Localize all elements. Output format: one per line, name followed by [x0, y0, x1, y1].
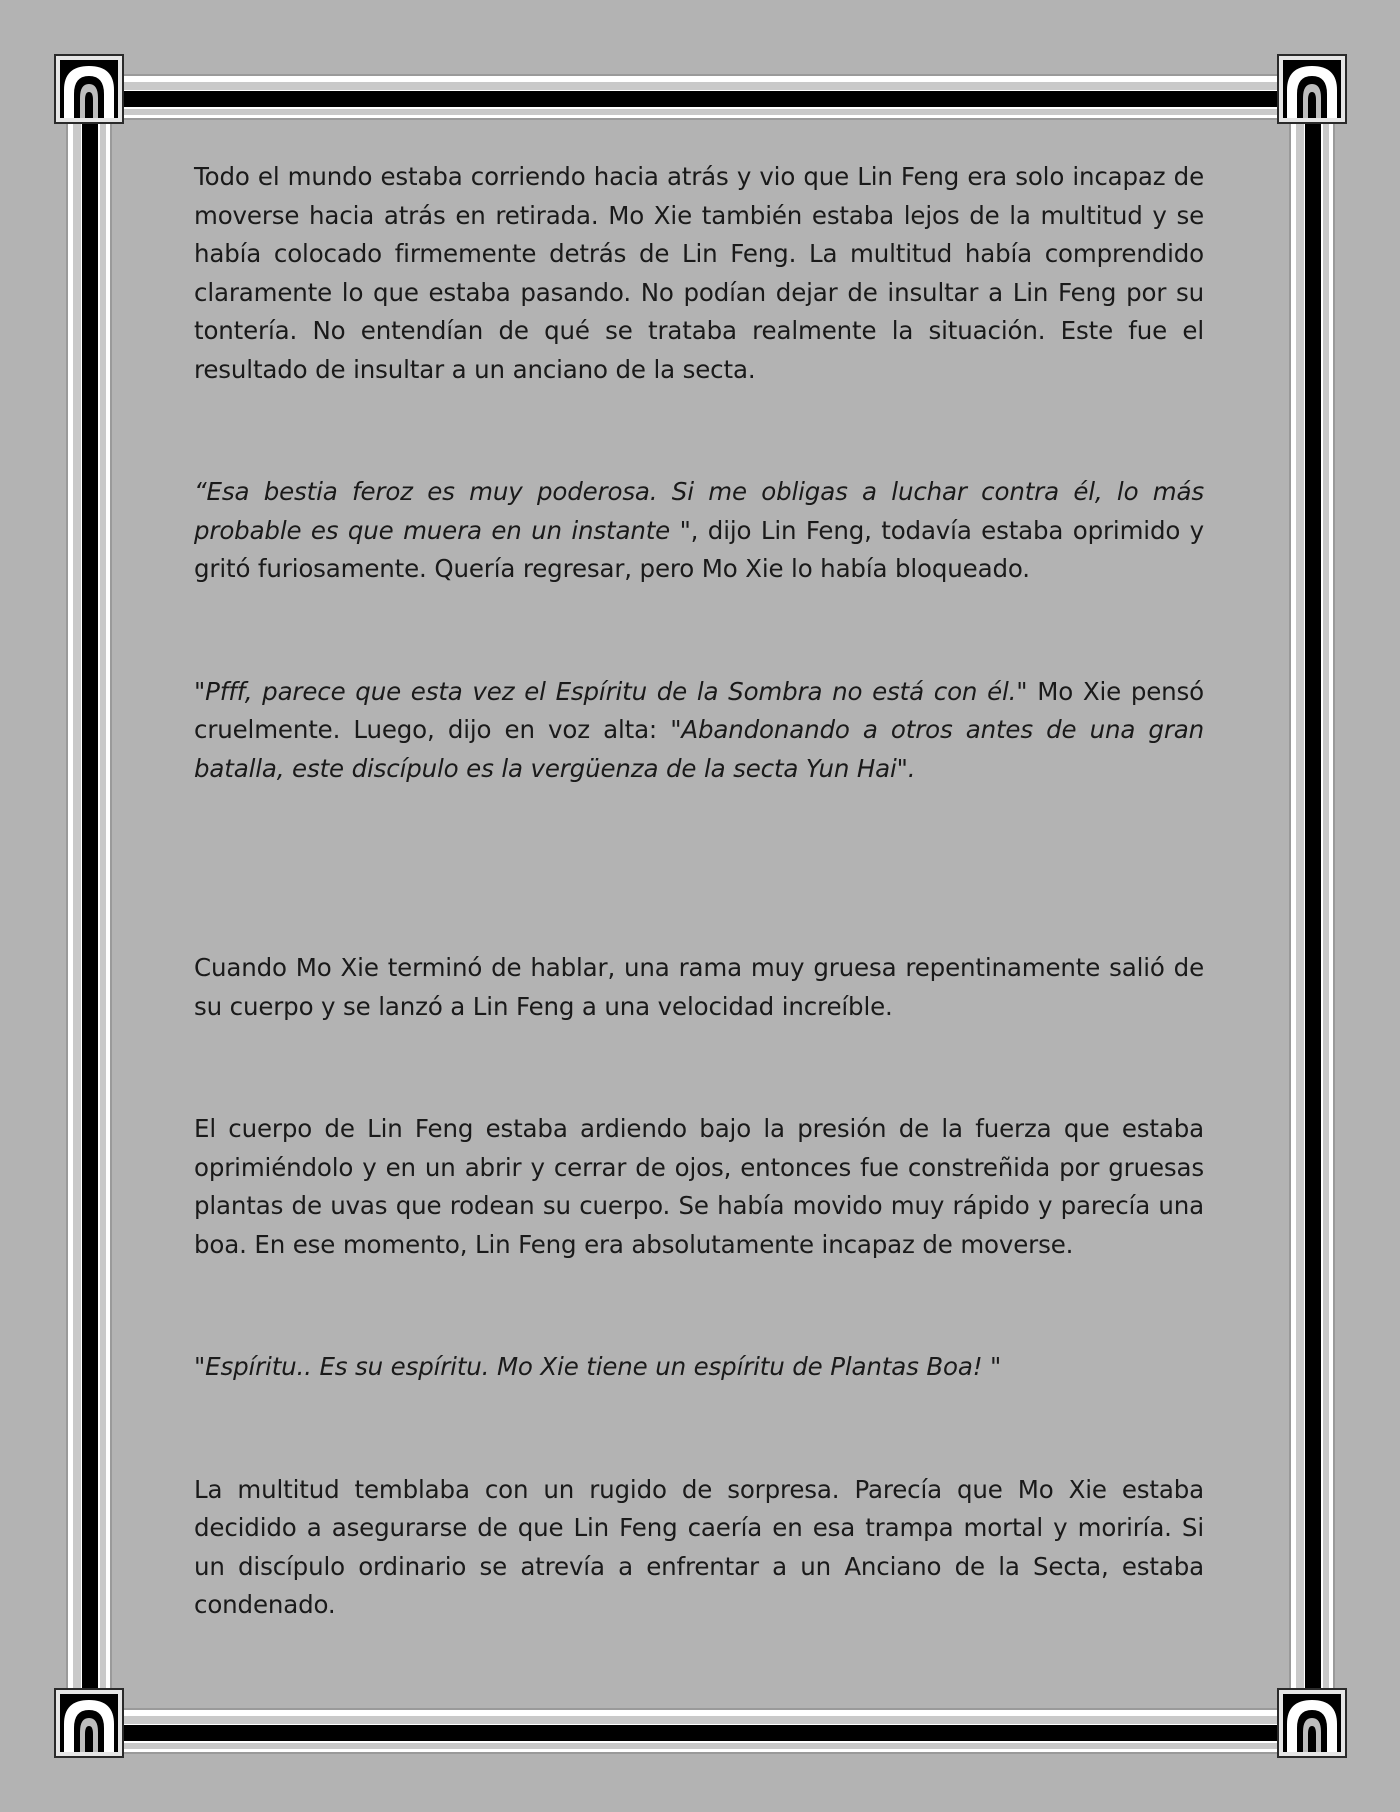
paragraph-7-text: La multitud temblaba con un rugido de sorpresa. Parecía que Mo Xie estaba decidido a asegurarse de que Lin Feng caería en esa trampa mortal y moriría. Si un discípulo ordinario se atrevía a enfrentar a un Anciano de la Secta, estaba condenado.	[194, 1474, 1204, 1619]
paragraph-1-text: Todo el mundo estaba corriendo hacia atrás y vio que Lin Feng era solo incapaz de moverse hacia atrás en retirada. Mo Xie también estaba lejos de la multitud y se había colocado firmemente detrás de Lin Feng. La multitud había comprendido claramente lo que estaba pasando. No podían dejar de insultar a Lin Feng por su tontería. No entendían de qué se trataba realmente la situación. Este fue el resultado de insultar a un anciano de la secta.	[194, 162, 1204, 384]
paragraph-2	[194, 473, 1204, 589]
paragraph-7	[194, 1471, 1204, 1625]
paragraph-3	[194, 673, 1204, 789]
paragraph-4-text: Cuando Mo Xie terminó de hablar, una rama muy gruesa repentinamente salió de su cuerpo y se lanzó a Lin Feng a una velocidad increíble.	[194, 953, 1204, 1021]
document-body	[194, 158, 1204, 1625]
paragraph-2-quote: “Esa bestia feroz es muy poderosa. Si me obligas a luchar contra él, lo más probable es que muera en un instante	[194, 477, 1204, 545]
paragraph-6-quote: "Espíritu.. Es su espíritu. Mo Xie tiene un espíritu de Plantas Boa! "	[194, 1352, 1002, 1381]
paragraph-5-text: El cuerpo de Lin Feng estaba ardiendo bajo la presión de la fuerza que estaba oprimiéndolo y en un abrir y cerrar de ojos, entonces fue constreñida por gruesas plantas de uvas que rodean su cuerpo. Se había movido muy rápido y parecía una boa. En ese momento, Lin Feng era absolutamente incapaz de moverse.	[194, 1114, 1204, 1259]
paragraph-3-thought: "Pfff, parece que esta vez el Espíritu de la Sombra no está con él."	[194, 676, 1028, 706]
paragraph-3-narration: Mo Xie pensó cruelmente. Luego, dijo en voz alta:	[194, 676, 1204, 744]
paragraph-6	[194, 1348, 1204, 1387]
paragraph-4	[194, 949, 1204, 1026]
paragraph-1	[194, 158, 1204, 389]
paragraph-2-narration: ", dijo Lin Feng, todavía estaba oprimido y gritó furiosamente. Quería regresar, pero Mo Xie lo había bloqueado.	[194, 515, 1205, 583]
paragraph-3-quote: "Abandonando a otros antes de una gran batalla, este discípulo es la vergüenza de la secta Yun Hai".	[194, 715, 1204, 783]
paragraph-5	[194, 1110, 1204, 1264]
